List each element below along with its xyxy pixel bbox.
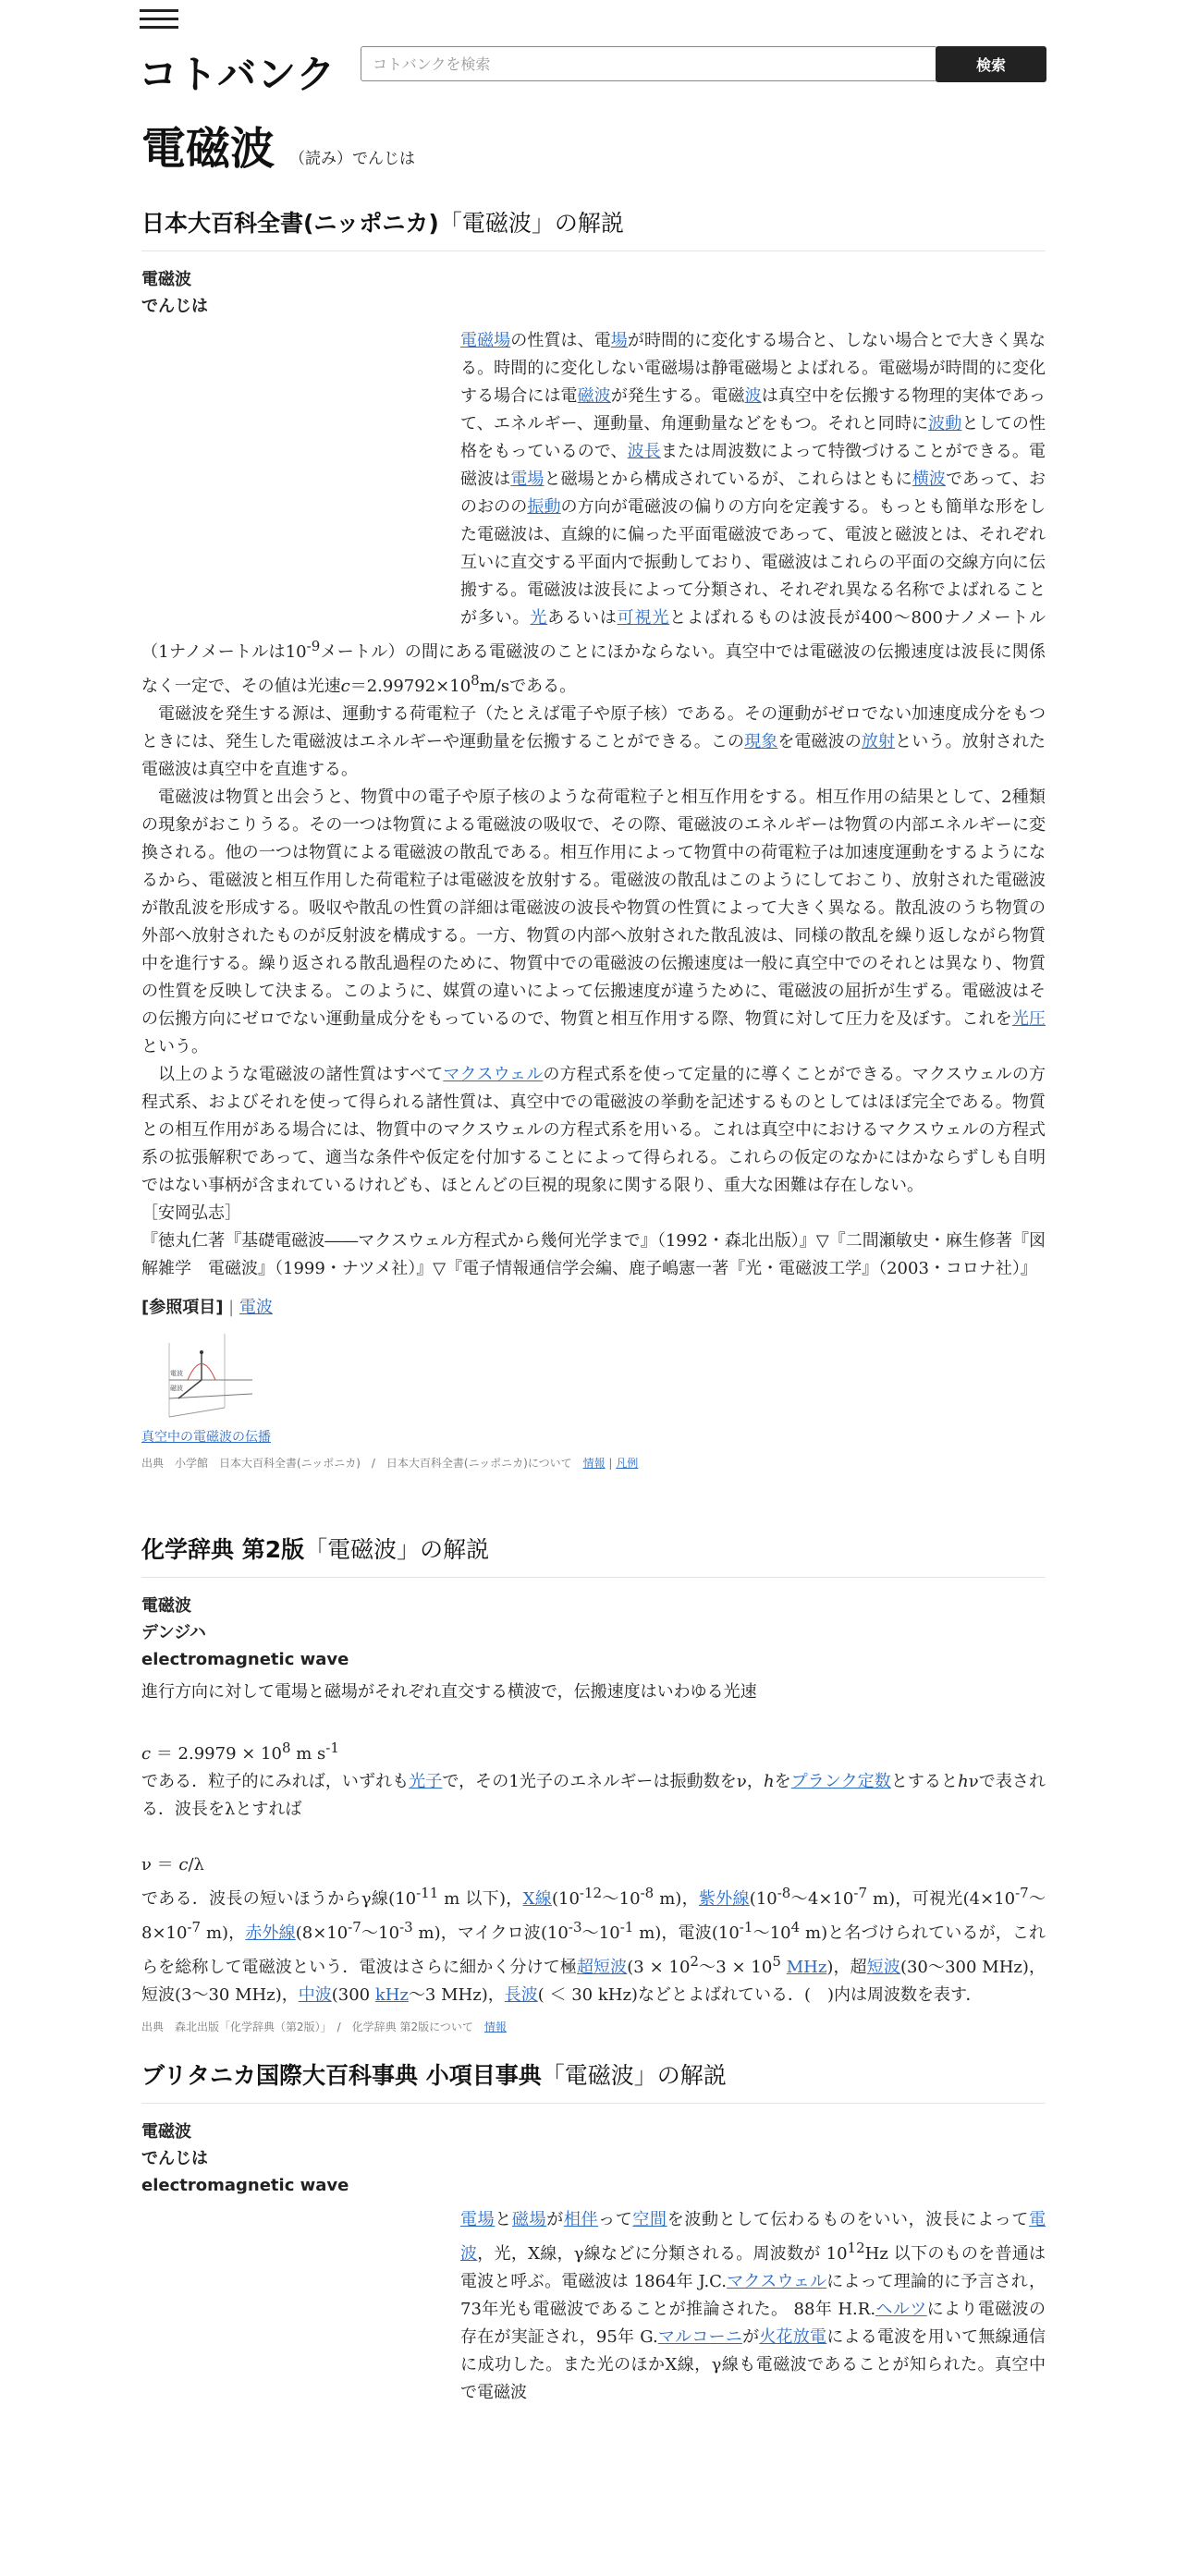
link-denjiba[interactable]: 電磁場 (460, 331, 511, 350)
link-koushi[interactable]: 光子 (409, 1772, 443, 1791)
link-ref-denpa[interactable]: 電波 (239, 1298, 273, 1317)
link-hertz[interactable]: ヘルツ (875, 2300, 927, 2319)
reference-items: [参照項目] | 電波 (141, 1298, 273, 1317)
section-heading (141, 205, 1046, 251)
article-body (141, 1679, 1046, 2009)
section-nipponica (141, 205, 1046, 1471)
equation: $c = 2.9979 \times 10^8$ m $s^{-1}$ (141, 1740, 339, 1764)
link-shigaisen[interactable]: 紫外線 (698, 1889, 750, 1909)
section-britannica (141, 2057, 1046, 2576)
heading-dictionary: 日本大百科全書(ニッポニカ) (141, 210, 439, 237)
heading-rest: 「電磁波」の解説 (541, 2062, 727, 2089)
figure-label-a: 電波 (170, 1370, 183, 1377)
bibliography: 『徳丸仁著『基礎電磁波――マクスウェル方程式から幾何光学まで』（1992・森北出版）』▽『二間瀬敏史・麻生修著『図解雑学 電磁波』（1999・ナツメ社）』▽『電子情報通信学会編、鹿子嶋憲一著『光・電磁波工学』（2003・コロナ社）』 (141, 1231, 1046, 1278)
link-denba[interactable]: 電場 (460, 2210, 496, 2229)
paragraph: である．波長の短いほうからγ線($10^{-11}$ m 以下)，X線($10^{-12}\sim 10^{-8}$ m)，紫外線($10^{-8}\sim 4\times 10^{-7}$ m)，可視光($4\times 10^{-7}\sim 8\times 10^{-7}$ m)，赤外線($8\times 10^{-7}\sim 10^{-3}$ m)，マイクロ波($10^{-3}\sim 10^{-1}$ m)，電波($10^{-1}\sim 10^4$ m)と名づけられているが，これらを総称して電磁波という．電波はさらに細かく分けて極超短波($3 \times 10^2\sim 3 \times 10^5$ MHz)，超短波(30～300 MHz)，短波(3～30 MHz)，中波(300 kHz～3 MHz)，長波( ＜ 30 kHz)などとよばれている．( )内は周波数を表す． (141, 1885, 1046, 2005)
headword (141, 1593, 1046, 1673)
figure[interactable] (141, 1329, 280, 1446)
paragraph: 以上のような電磁波の諸性質はすべてマクスウェルの方程式系を使って定量的に導くことができる。マクスウェルの方程式系、およびそれを使って得られる諸性質は、真空中での電磁波の挙動を記述するものとしてはほぼ完全である。物質との相互作用がある場合には、物質中のマクスウェルの方程式系を用いる。これは真空中におけるマクスウェルの方程式系の拡張解釈であって、適当な条件や仮定を付加することによって得られる。これらの仮定のなかにはかならずしも自明ではない事柄が含まれているけれども、ほとんどの巨視的現象に関する限り、重大な困難は存在しない。 (141, 1065, 1046, 1195)
link-xsen[interactable]: X線 (522, 1889, 552, 1909)
figure-label-b: 磁波 (170, 1385, 183, 1392)
author: ［安岡弘志］ (141, 1203, 241, 1223)
title-reading: （読み）でんじは (289, 150, 416, 168)
site-logo[interactable]: コトバンク (139, 52, 337, 97)
link-maxwell[interactable]: マクスウェル (727, 2272, 827, 2291)
search-input[interactable] (361, 46, 937, 81)
link-chouha[interactable]: 長波 (504, 1985, 538, 2005)
heading-rest: 「電磁波」の解説 (438, 210, 624, 237)
link-choutanpa[interactable]: 超短波 (576, 1958, 628, 1977)
headword (141, 2118, 1046, 2199)
link-hibanahouden[interactable]: 火花放電 (759, 2327, 827, 2347)
source: 出典 小学館 日本大百科全書(ニッポニカ) / 日本大百科全書(ニッポニカ)について 情報 | 凡例 (141, 1457, 639, 1470)
link-khz[interactable]: kHz (374, 1985, 409, 2005)
link-genshou[interactable]: 現象 (744, 732, 778, 751)
heading-dictionary: ブリタニカ国際大百科事典 小項目事典 (141, 2062, 542, 2089)
link-hikari[interactable]: 光 (530, 608, 548, 628)
link-kashikou[interactable]: 可視光 (617, 608, 670, 628)
ref-label: [参照項目] (141, 1298, 224, 1317)
headword-text: 電磁波 (141, 270, 191, 289)
link-ba[interactable]: 場 (610, 331, 628, 350)
section-kagaku (141, 1532, 1046, 2034)
link-denba[interactable]: 電場 (510, 470, 545, 489)
link-hachou[interactable]: 波長 (627, 442, 661, 461)
source: 出典 森北出版「化学辞典（第2版）」 / 化学辞典 第2版について 情報 (141, 2021, 507, 2033)
paragraph: 電磁波を発生する源は、運動する荷電粒子（たとえば電子や原子核）である。その運動がゼロでない加速度成分をもつときには、発生した電磁波はエネルギーや運動量を伝搬することができる。この現象を電磁波の放射という。放射された電磁波は真空中を直進する。 (141, 704, 1046, 779)
headword-english: electromagnetic wave (141, 1650, 349, 1669)
headword-kana: デンジハ (141, 1623, 206, 1642)
link-info[interactable]: 情報 (483, 2021, 507, 2033)
link-ouha[interactable]: 横波 (912, 470, 947, 489)
section-heading (141, 1532, 1046, 1578)
menu-icon[interactable] (140, 9, 178, 31)
link-chuuha[interactable]: 中波 (298, 1985, 332, 2005)
article-body (141, 327, 1046, 1283)
link-kuukan[interactable]: 空間 (632, 2210, 667, 2229)
figure-caption[interactable]: 真空中の電磁波の伝播 (141, 1430, 271, 1445)
heading-rest: 「電磁波」の解説 (304, 1536, 490, 1563)
link-jiba[interactable]: 磁場 (511, 2210, 547, 2229)
equation: ν ＝ c/λ (141, 1855, 204, 1874)
heading-dictionary: 化学辞典 第2版 (141, 1536, 305, 1563)
link-souhan[interactable]: 相伴 (563, 2210, 599, 2229)
link-sekigaisen[interactable]: 赤外線 (245, 1923, 296, 1943)
link-housha[interactable]: 放射 (861, 732, 896, 751)
link-hanrei[interactable]: 凡例 (616, 1457, 639, 1470)
paragraph: 電場と磁場が相伴って空間を波動として伝わるものをいい，波長によって電波，光，X線，γ線などに分類される。周波数が $10^{12}Hz$ 以下のものを普通は電波と呼ぶ。電磁波は 1864年 J.C.マクスウェルによって理論的に予言され，73年光も電磁波であることが推論された。 88年 H.R.ヘルツにより電磁波の存在が実証され，95年 G.マルコーニが火花放電による電波を用いて無線通信に成功した。また光のほかX線，γ線も電磁波であることが知られた。真空中で電磁波 (460, 2210, 1046, 2402)
page-title (141, 113, 415, 177)
title-word: 電磁波 (141, 123, 275, 175)
headword-text: 電磁波 (141, 1596, 191, 1616)
link-marconi[interactable]: マルコーニ (657, 2327, 743, 2347)
link-denji[interactable]: 磁波 (577, 386, 611, 406)
link-tanpa[interactable]: 短波 (866, 1958, 900, 1977)
headword-english: electromagnetic wave (141, 2176, 349, 2195)
headword-reading: でんじは (141, 2149, 208, 2168)
headword-text: 電磁波 (141, 2122, 191, 2142)
paragraph: 電磁波は物質と出会うと、物質中の電子や原子核のような荷電粒子と相互作用をする。相互作用の結果として、2種類の現象がおこりうる。その一つは物質による電磁波の吸収で、その際、電磁波のエネルギーは物質の内部エネルギーに変換される。他の一つは物質による電磁波の散乱である。相互作用によって物質中の荷電粒子は加速度運動をするようになるから、電磁波と相互作用した荷電粒子は電磁波を放射する。電磁波の散乱はこのようにしておこり、放射された電磁波が散乱波を形成する。吸収や散乱の性質の詳細は電磁波の波長や物質の性質によって大きく異なる。散乱波のうち物質の外部へ放射されたものが反射波を構成する。一方、物質の内部へ放射された散乱波は、同様の散乱を繰り返しながら物質中を進行する。繰り返される散乱過程のために、物質中での電磁波の伝搬速度は一般に真空中でのそれとは異なり、物質の性質を反映して決まる。このように、媒質の違いによって伝搬速度が違うために、電磁波の屈折が生ずる。電磁波はその伝搬方向にゼロでない運動量成分をもっているので、物質と相互作用する際、物質に対して圧力を及ぼす。これを光圧という。 (141, 787, 1046, 1056)
paragraph: 進行方向に対して電場と磁場がそれぞれ直交する横波で，伝搬速度はいわゆる光速 (141, 1682, 757, 1702)
paragraph: 電磁場の性質は、電場が時間的に変化する場合と、しない場合とで大きく異なる。時間的に変化しない電磁場は静電磁場とよばれる。電磁場が時間的に変化する場合には電磁波が発生する。電磁波は真空中を伝搬する物理的実体であって、エネルギー、運動量、角運動量などをもつ。それと同時に波動としての性格をもっているので、波長または周波数によって特徴づけることができる。電磁波は電場と磁場とから構成されているが、これらはともに横波であって、おのおのの振動の方向が電磁波の偏りの方向を定義する。もっとも簡単な形をした電磁波は、直線的に偏った平面電磁波であって、電波と磁波とは、それぞれ互いに直交する平面内で振動しており、電磁波はこれらの平面の交線方向に伝搬する。電磁波は波長によって分類され、それぞれ異なる名称でよばれることが多い。光あるいは可視光とよばれるものは波長が400～800ナノメートル（1ナノメートルは$10^{-9}$メートル）の間にある電磁波のことにほかならない。真空中では電磁波の伝搬速度は波長に関係なく一定で、その値は光速$c=2.99792\times 10^8m/s$である。 (141, 331, 1046, 696)
headword (141, 266, 1046, 320)
link-kouatsu[interactable]: 光圧 (1011, 1009, 1046, 1029)
search-button[interactable]: 検索 (936, 46, 1046, 82)
link-shindou[interactable]: 振動 (527, 497, 561, 517)
link-maxwell[interactable]: マクスウェル (443, 1065, 544, 1084)
article-body (141, 2206, 1046, 2407)
headword-reading: でんじは (141, 297, 208, 316)
link-planck[interactable]: プランク定数 (790, 1772, 891, 1791)
paragraph: である．粒子的にみれば，いずれも光子で，その1光子のエネルギーは振動数をν，hをプランク定数とするとhνで表される．波長をλとすれば (141, 1772, 1046, 1819)
link-denpa[interactable]: 電波 (460, 2210, 1046, 2264)
link-hadou[interactable]: 波動 (928, 414, 962, 433)
link-info[interactable]: 情報 (582, 1457, 606, 1470)
link-ha[interactable]: 波 (744, 386, 762, 406)
link-mhz[interactable]: MHz (786, 1958, 827, 1977)
wave-diagram (165, 1329, 257, 1422)
section-heading (141, 2057, 1046, 2104)
